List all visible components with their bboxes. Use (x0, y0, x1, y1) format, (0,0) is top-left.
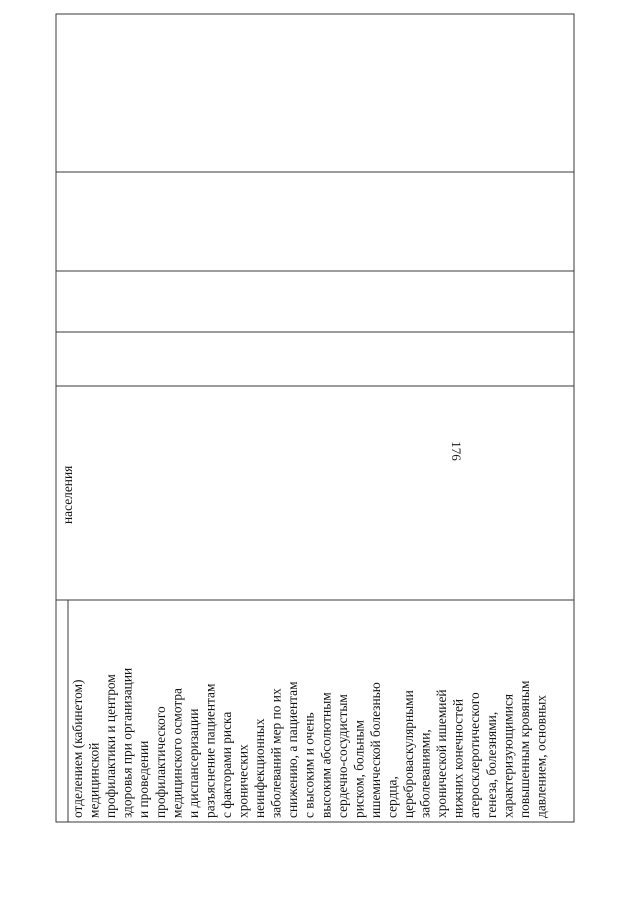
description-line: с факторами риска (218, 711, 234, 818)
description-line: хронической ишемией (434, 689, 450, 818)
table-cell-population: населения (60, 465, 75, 524)
description-line: хронических (235, 744, 251, 818)
description-line: атеросклеротического (467, 692, 483, 818)
description-line: давлением, основных (533, 695, 549, 818)
description-line: медицинской (86, 742, 102, 818)
description-line: цереброваскулярными (401, 690, 416, 818)
description-line: профилактики и центром (103, 674, 119, 818)
description-line: повышенным кровяным (516, 680, 532, 818)
description-line: заболеваниями, (417, 729, 433, 818)
description-line: ишемической болезнью (367, 682, 383, 818)
description-line: высоким абсолютным (318, 692, 334, 818)
description-line: с высоким и очень (301, 712, 317, 818)
description-line: сердца, (384, 776, 400, 818)
description-line: разъяснение пациентам (202, 683, 218, 818)
description-line: отделением (кабинетом) (70, 679, 85, 818)
description-line: и диспансеризации (185, 708, 201, 818)
description-line: сердечно-сосудистым (334, 694, 350, 818)
description-line: снижению, а пациентам (285, 681, 301, 818)
description-line: неинфекционных (252, 718, 268, 818)
description-line: заболеваний мер по их (268, 688, 284, 818)
description-line: медицинского осмотра (169, 687, 185, 818)
description-line: генеза, болезнями, (483, 711, 499, 818)
page-number: 176 (449, 441, 464, 461)
description-line: нижних конечностей (450, 698, 466, 818)
description-line: характеризующимися (500, 693, 516, 818)
description-line: риском, больным (351, 720, 367, 818)
description-line: и проведении (136, 740, 152, 818)
description-line: профилактического (152, 706, 168, 818)
description-line: здоровья при организации (119, 667, 135, 818)
